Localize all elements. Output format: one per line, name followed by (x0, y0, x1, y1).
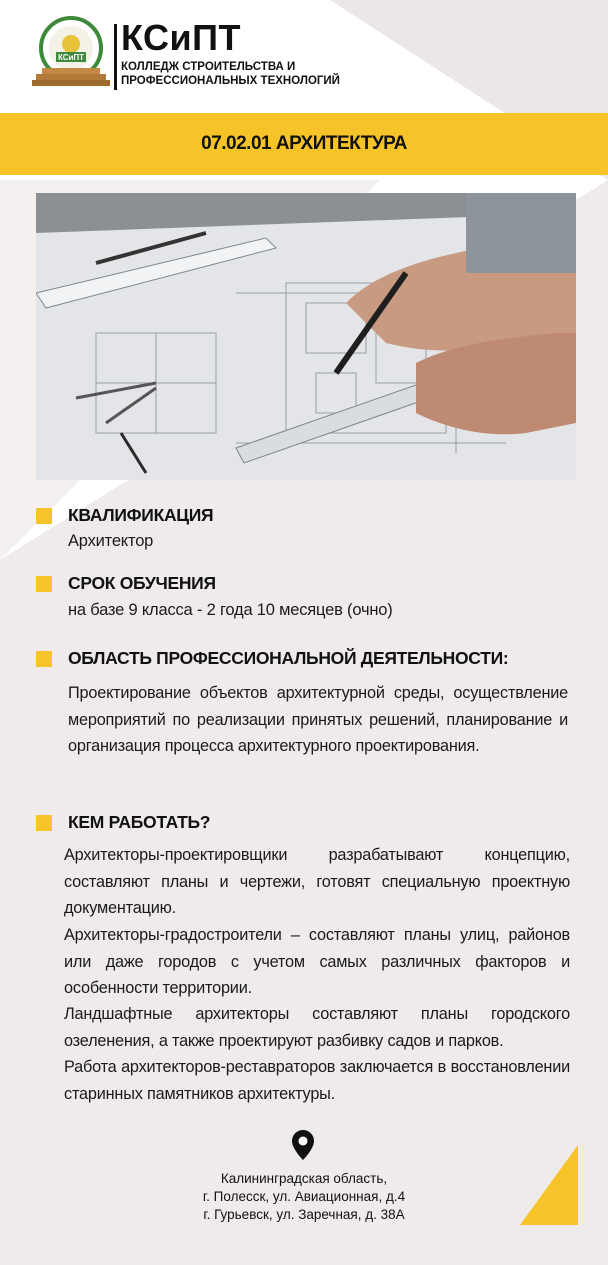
location-pin-icon (292, 1130, 314, 1160)
specialty-banner (0, 113, 608, 175)
brand-name: КСиПТ (121, 17, 241, 58)
field-heading: ОБЛАСТЬ ПРОФЕССИОНАЛЬНОЙ ДЕЯТЕЛЬНОСТИ: (68, 648, 509, 668)
qualification-heading: КВАЛИФИКАЦИЯ (68, 505, 214, 525)
careers-heading: КЕМ РАБОТАТЬ? (68, 812, 211, 832)
logo-text: КСиПТ (57, 53, 85, 62)
section-duration (36, 573, 576, 623)
address-line1: Калининградская область, (220, 1171, 388, 1186)
qualification-text: Архитектор (68, 532, 154, 550)
careers-paragraph-1: Архитекторы-проектировщики разрабатывают концепцию, составляют планы и чертежи, готовят специальную проектную документацию. (64, 846, 570, 917)
brand-subtitle-line2: ПРОФЕССИОНАЛЬНЫХ ТЕХНОЛОГИЙ (121, 75, 340, 87)
bullet-square (36, 576, 52, 592)
careers-paragraph-4: Работа архитекторов-реставраторов заключается в восстановлении старинных памятников архитектуры. (64, 1058, 570, 1103)
yellow-corner-triangle (520, 1145, 578, 1225)
section-careers (36, 812, 576, 1112)
duration-text: на базе 9 класса - 2 года 10 месяцев (очно) (68, 601, 393, 619)
address (154, 1170, 454, 1224)
careers-paragraph-2: Архитекторы-градостроители – составляют планы улиц, районов или даже городов с учетом самых различных факторов и особенности территории. (64, 926, 570, 997)
specialty-title: 07.02.01 АРХИТЕКТУРА (201, 133, 407, 154)
brand-subtitle-line1: КОЛЛЕДЖ СТРОИТЕЛЬСТВА И (121, 61, 296, 73)
bullet-square (36, 651, 52, 667)
header (0, 0, 608, 110)
college-logo (30, 14, 112, 90)
section-qualification (36, 505, 576, 555)
brand-divider (114, 24, 117, 90)
brand-subtitle (121, 60, 341, 88)
footer (0, 1130, 608, 1265)
duration-heading: СРОК ОБУЧЕНИЯ (68, 573, 216, 593)
field-text: Проектирование объектов архитектурной среды, осуществление мероприятий по реализации принятых решений, планирование и организация процесса архитектурного проектирования. (68, 684, 568, 755)
bullet-square (36, 815, 52, 831)
careers-paragraph-3: Ландшафтные архитекторы составляют планы городского озеленения, а также проектируют разбивку садов и парков. (64, 1005, 570, 1050)
address-line3: г. Гурьевск, ул. Заречная, д. 38А (203, 1207, 405, 1222)
bullet-square (36, 508, 52, 524)
section-field (36, 648, 576, 788)
architecture-photo (36, 193, 576, 480)
address-line2: г. Полесск, ул. Авиационная, д.4 (202, 1189, 406, 1204)
